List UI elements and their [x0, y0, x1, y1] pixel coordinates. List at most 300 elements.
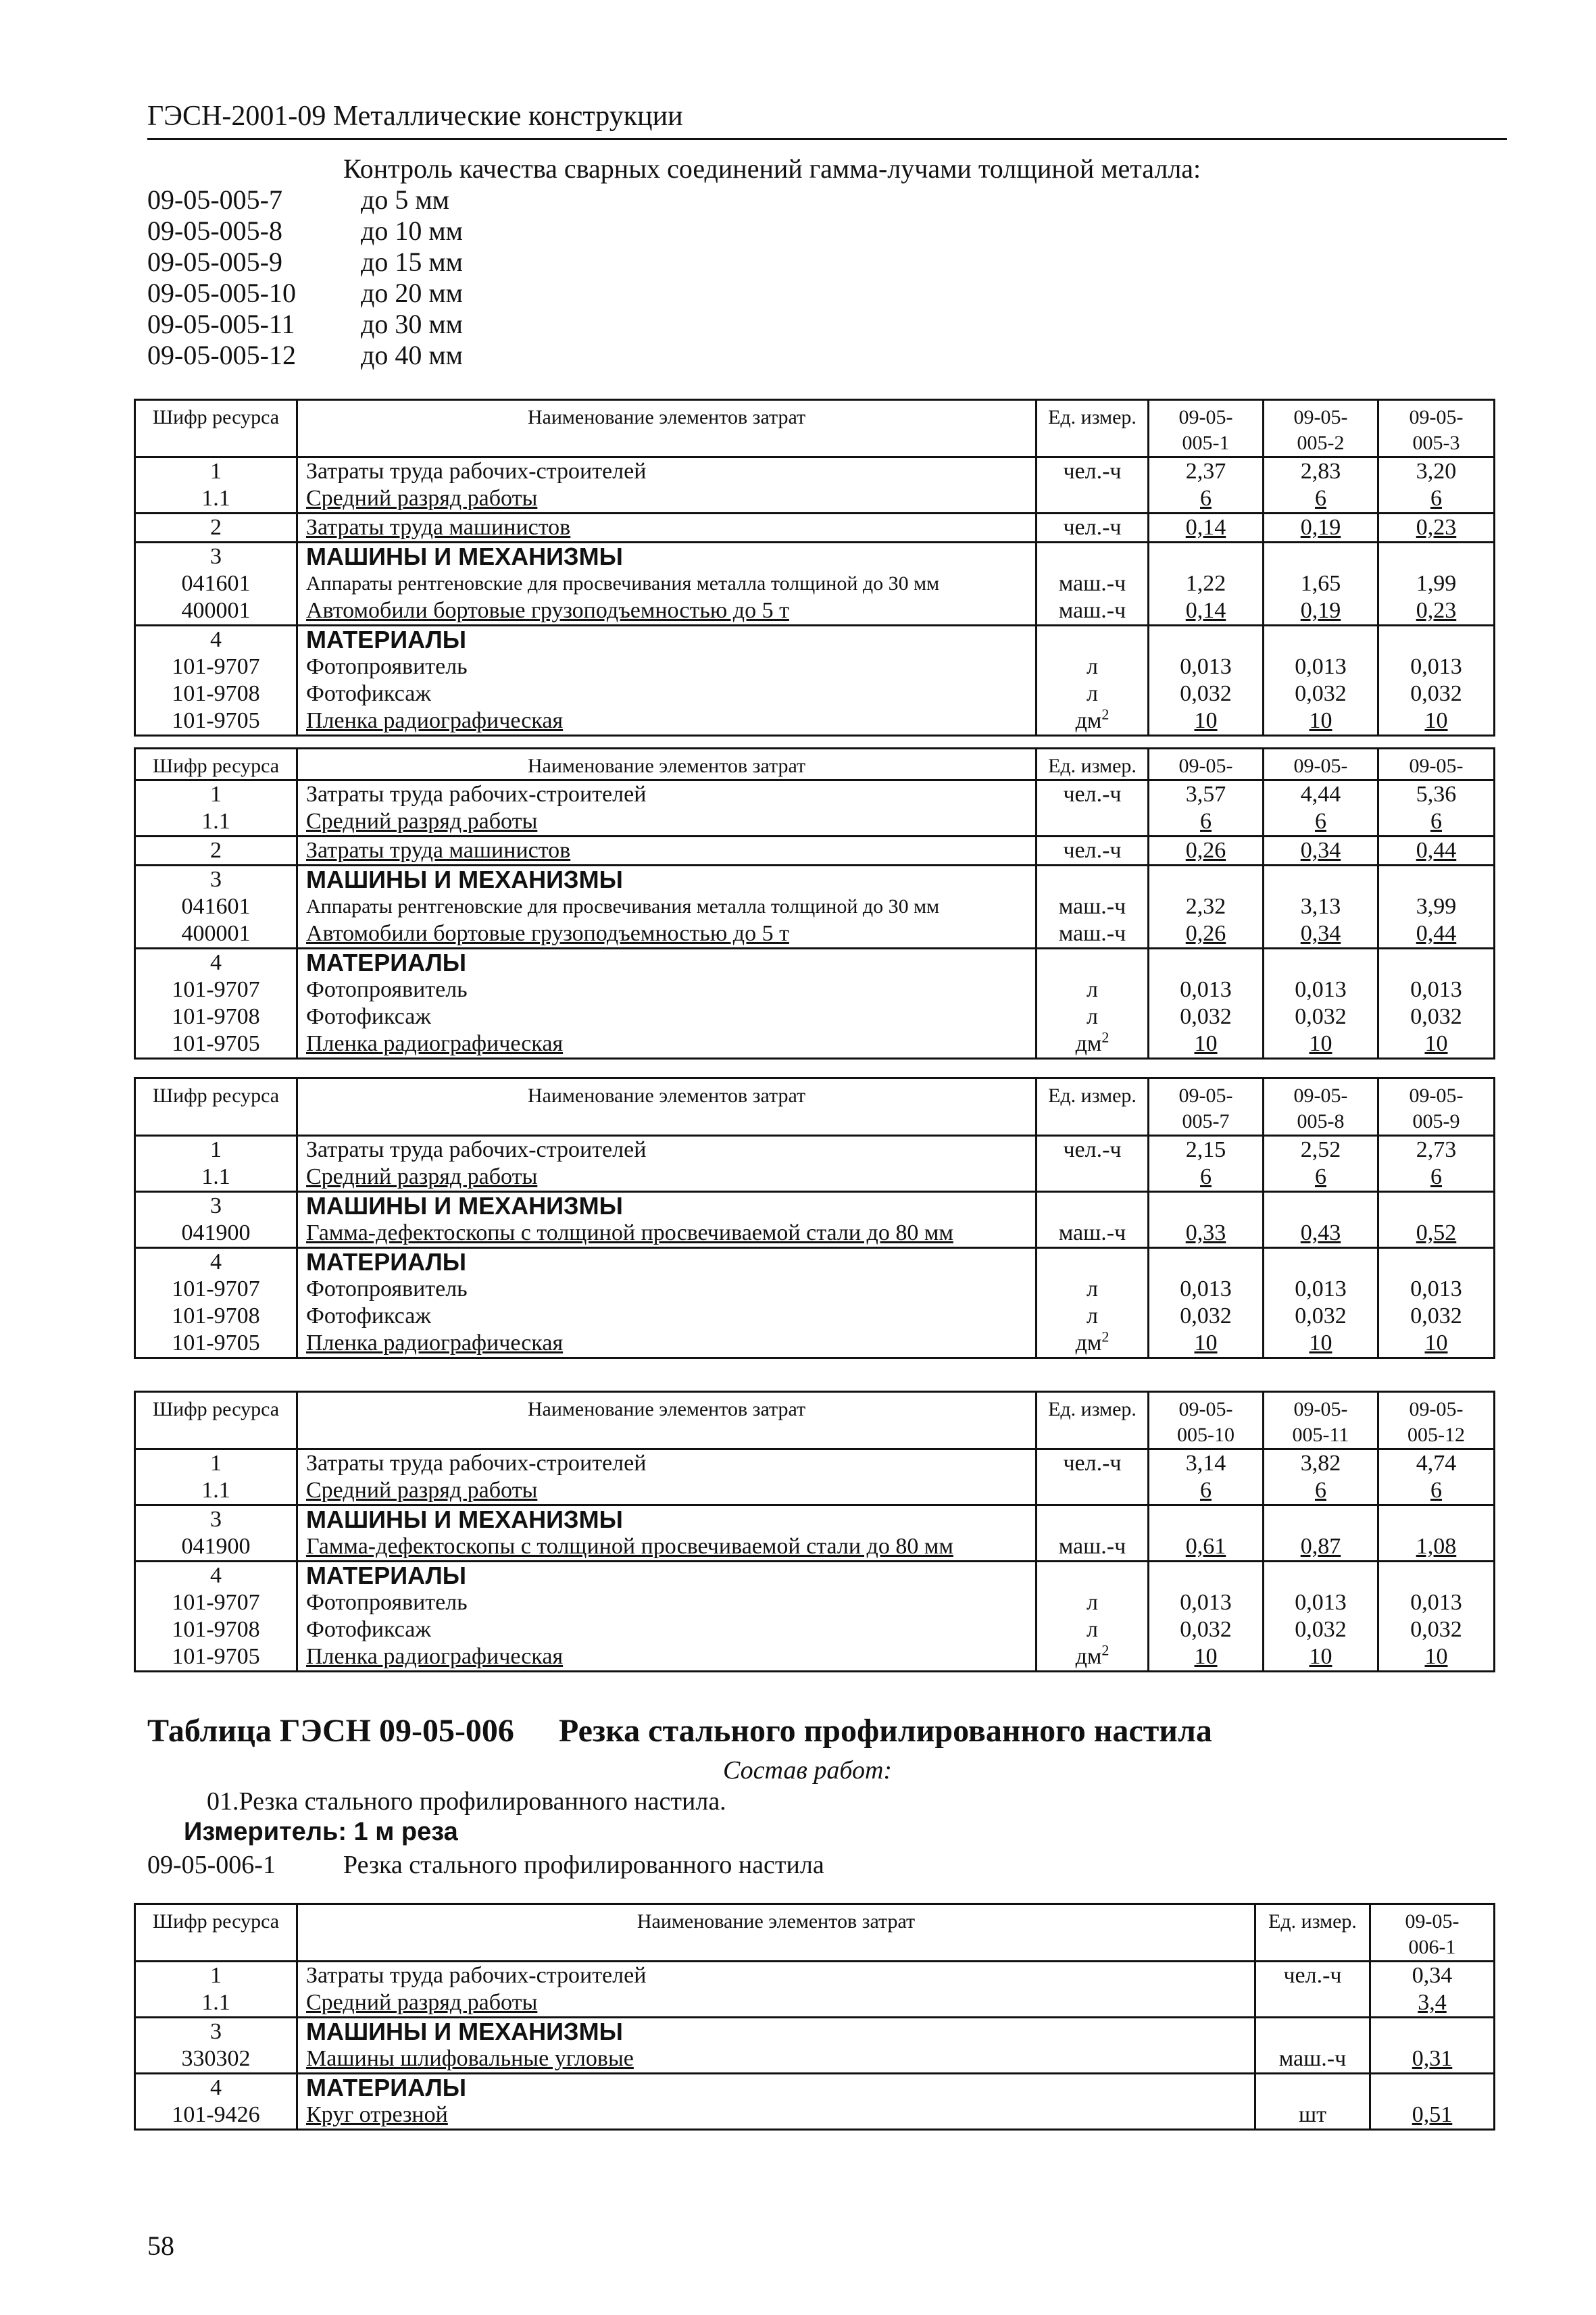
unit-cell: [1037, 653, 1149, 680]
page-header-title: ГЭСН-2001-09 Металлические конструкции: [147, 101, 683, 132]
table6-title: [147, 1712, 1212, 1749]
norm-value: [1149, 626, 1264, 654]
resource-code: 330302: [135, 2045, 297, 2074]
norm-value: 10: [1264, 1330, 1378, 1358]
table-row: [135, 1562, 1495, 1590]
unit-cell: [1037, 949, 1149, 977]
header-norm-code: 09-05- 005-12: [1378, 1392, 1495, 1449]
norm-value: 0,31: [1370, 2045, 1495, 2074]
unit-cell: [1037, 1248, 1149, 1276]
section-title: МАШИНЫ И МЕХАНИЗМЫ: [297, 543, 1037, 571]
norm-value: [1264, 543, 1378, 571]
table-row: [135, 2018, 1495, 2046]
resource-code: 3: [135, 1505, 297, 1534]
norm-value: [1378, 949, 1495, 977]
resource-code: 101-9708: [135, 1303, 297, 1330]
header-code: Шифр ресурса: [135, 400, 297, 457]
header-unit: Ед. измер.: [1037, 1078, 1149, 1136]
header-norm-code: 09-05- 005-2: [1264, 400, 1378, 457]
table-row: [135, 1962, 1495, 1990]
header-name: Наименование элементов затрат: [297, 1078, 1037, 1136]
norm-value: 6: [1378, 1164, 1495, 1192]
norm-value: 3,4: [1370, 1989, 1495, 2018]
norm-value: [1378, 626, 1495, 654]
unit-cell: [1037, 485, 1149, 514]
cost-element-name: Затраты труда машинистов: [297, 837, 1037, 866]
table-row: [135, 893, 1495, 920]
resource-code: 101-9708: [135, 680, 297, 707]
resource-code: 2: [135, 837, 297, 866]
norm-value: 0,23: [1378, 597, 1495, 626]
norm-value: 0,19: [1264, 597, 1378, 626]
norm-value: 6: [1264, 1477, 1378, 1505]
unit-cell: [1037, 680, 1149, 707]
norm-value: 0,26: [1149, 837, 1264, 866]
norm-value: 0,013: [1149, 1589, 1264, 1616]
cost-element-name: Круг отрезной: [297, 2101, 1255, 2130]
norm-value: [1378, 1192, 1495, 1220]
norm-value: 0,19: [1264, 514, 1378, 543]
table-row: [135, 1220, 1495, 1248]
norm-value: 0,032: [1378, 680, 1495, 707]
header-norm-code: 09-05- 005-8: [1264, 1078, 1378, 1136]
table-row: [135, 1616, 1495, 1643]
resource-code: 1: [135, 457, 297, 486]
norm-value: 0,013: [1264, 653, 1378, 680]
norm-value: 10: [1378, 707, 1495, 736]
resource-code: 3: [135, 1192, 297, 1220]
header-norm-code: 09-05- 005-11: [1264, 1392, 1378, 1449]
norm-value: 2,15: [1149, 1136, 1264, 1164]
norm-value: [1370, 2074, 1495, 2102]
unit-cell: [1037, 1220, 1149, 1248]
cost-element-name: Средний разряд работы: [297, 1164, 1037, 1192]
resource-code: 4: [135, 1248, 297, 1276]
unit-text: л: [1087, 1617, 1098, 1642]
section-title: МАТЕРИАЛЫ: [297, 949, 1037, 977]
unit-text: дм: [1075, 708, 1102, 733]
norm-value: 0,34: [1264, 920, 1378, 949]
table-row: [135, 485, 1495, 514]
resource-code: 041900: [135, 1533, 297, 1562]
table-row: [135, 514, 1495, 543]
norm-value: 3,82: [1264, 1449, 1378, 1478]
header-name: Наименование элементов затрат: [297, 1392, 1037, 1449]
cost-element-name: Средний разряд работы: [297, 485, 1037, 514]
norm-value: 0,34: [1370, 1962, 1495, 1990]
resource-code: 3: [135, 2018, 297, 2046]
norm-value: [1264, 1248, 1378, 1276]
norm-value: 0,44: [1378, 837, 1495, 866]
section-title: МАТЕРИАЛЫ: [297, 1562, 1037, 1590]
table6-item-desc: Резка стального профилированного настила: [343, 1851, 824, 1879]
norm-value: 2,73: [1378, 1136, 1495, 1164]
unit-cell: [1037, 780, 1149, 809]
unit-cell: [1037, 1303, 1149, 1330]
table-row: [135, 570, 1495, 597]
resource-code: 101-9708: [135, 1616, 297, 1643]
cost-element-name: Автомобили бортовые грузоподъемностью до 5 т: [297, 597, 1037, 626]
unit-text: дм: [1075, 1644, 1102, 1669]
unit-cell: [1037, 1616, 1149, 1643]
norm-value: 10: [1149, 1030, 1264, 1059]
norm-value: [1264, 1562, 1378, 1590]
unit-cell: [1037, 920, 1149, 949]
unit-text: л: [1087, 1590, 1098, 1615]
cost-element-name: Автомобили бортовые грузоподъемностью до 5 т: [297, 920, 1037, 949]
resource-code: 2: [135, 514, 297, 543]
section-title: МАТЕРИАЛЫ: [297, 626, 1037, 654]
table-row: [135, 2045, 1495, 2074]
intro-code-item: [147, 308, 463, 340]
unit-cell: [1037, 707, 1149, 736]
table-header-row: [135, 749, 1495, 780]
resource-code: 3: [135, 543, 297, 571]
table-row: [135, 1505, 1495, 1534]
cost-element-name: Пленка радиографическая: [297, 1643, 1037, 1672]
unit-cell: [1037, 866, 1149, 894]
norm-value: 0,013: [1378, 976, 1495, 1003]
table-header-row: [135, 1904, 1495, 1962]
table-row: [135, 1030, 1495, 1059]
table-row: [135, 949, 1495, 977]
unit-text: л: [1087, 1004, 1098, 1029]
norm-value: 0,013: [1149, 976, 1264, 1003]
table-row: [135, 597, 1495, 626]
header-norm-code: 09-05-: [1264, 749, 1378, 780]
resource-table: [134, 399, 1495, 737]
norm-value: 3,57: [1149, 780, 1264, 809]
table6-item: [147, 1850, 824, 1880]
resource-code: 101-9708: [135, 1003, 297, 1030]
cost-element-name: Пленка радиографическая: [297, 1330, 1037, 1358]
cost-element-name: Затраты труда рабочих-строителей: [297, 1449, 1037, 1478]
table-row: [135, 1164, 1495, 1192]
unit-cell: [1037, 976, 1149, 1003]
unit-cell: [1255, 1989, 1370, 2018]
page-number: 58: [147, 2231, 174, 2261]
intro-title: Контроль качества сварных соединений гамма-лучами толщиной металла:: [343, 153, 1201, 184]
unit-text: шт: [1298, 2102, 1327, 2127]
unit-cell: [1037, 1449, 1149, 1478]
norm-value: 0,23: [1378, 514, 1495, 543]
resource-code: 101-9705: [135, 1643, 297, 1672]
header-norm-code: 09-05- 005-9: [1378, 1078, 1495, 1136]
resource-code: 1.1: [135, 1164, 297, 1192]
norm-value: 0,013: [1264, 976, 1378, 1003]
table-row: [135, 976, 1495, 1003]
unit-cell: [1037, 893, 1149, 920]
cost-element-name: Затраты труда рабочих-строителей: [297, 780, 1037, 809]
header-divider: [147, 138, 1507, 140]
norm-value: [1264, 1192, 1378, 1220]
resource-code: 4: [135, 1562, 297, 1590]
unit-text: маш.-ч: [1058, 571, 1126, 596]
section-title: МАТЕРИАЛЫ: [297, 2074, 1255, 2102]
section-title: МАТЕРИАЛЫ: [297, 1248, 1037, 1276]
resource-table: [134, 1077, 1495, 1359]
unit-cell: [1037, 837, 1149, 866]
header-code: Шифр ресурса: [135, 749, 297, 780]
norm-value: [1149, 949, 1264, 977]
table-row: [135, 1136, 1495, 1164]
unit-cell: [1037, 514, 1149, 543]
norm-value: [1378, 543, 1495, 571]
unit-cell: [1037, 570, 1149, 597]
intro-code-desc: до 15 мм: [361, 247, 463, 277]
table-row: [135, 1248, 1495, 1276]
norm-value: 6: [1378, 485, 1495, 514]
intro-code-item: [147, 184, 449, 216]
norm-value: 0,52: [1378, 1220, 1495, 1248]
norm-value: 1,22: [1149, 570, 1264, 597]
resource-code: 1: [135, 780, 297, 809]
header-name: Наименование элементов затрат: [297, 1904, 1255, 1962]
resource-code: 101-9707: [135, 653, 297, 680]
header-norm-code: 09-05- 005-10: [1149, 1392, 1264, 1449]
norm-value: [1378, 1562, 1495, 1590]
table-row: [135, 1643, 1495, 1672]
unit-text: чел.-ч: [1063, 1137, 1122, 1162]
norm-value: 0,87: [1264, 1533, 1378, 1562]
norm-value: 10: [1149, 707, 1264, 736]
unit-cell: [1037, 1164, 1149, 1192]
norm-value: 0,013: [1264, 1276, 1378, 1303]
unit-exponent: 2: [1101, 1328, 1109, 1345]
unit-cell: [1037, 1533, 1149, 1562]
unit-text: л: [1087, 654, 1098, 679]
table6-name: Резка стального профилированного настила: [558, 1713, 1212, 1749]
norm-value: 0,013: [1149, 1276, 1264, 1303]
norm-value: 0,013: [1378, 1276, 1495, 1303]
resource-code: 4: [135, 626, 297, 654]
norm-value: 0,032: [1149, 1616, 1264, 1643]
norm-value: 0,51: [1370, 2101, 1495, 2130]
intro-code-desc: до 10 мм: [361, 216, 463, 246]
cost-element-name: Гамма-дефектоскопы с толщиной просвечиваемой стали до 80 мм: [297, 1220, 1037, 1248]
norm-value: 10: [1149, 1643, 1264, 1672]
cost-element-name: Машины шлифовальные угловые: [297, 2045, 1255, 2074]
resource-code: 101-9705: [135, 1330, 297, 1358]
resource-code: 400001: [135, 920, 297, 949]
norm-value: 10: [1378, 1030, 1495, 1059]
norm-value: 10: [1264, 707, 1378, 736]
unit-cell: [1037, 1643, 1149, 1672]
unit-cell: [1255, 2101, 1370, 2130]
header-norm-code: 09-05- 005-1: [1149, 400, 1264, 457]
unit-text: чел.-ч: [1063, 838, 1122, 863]
norm-value: [1378, 866, 1495, 894]
norm-value: 0,34: [1264, 837, 1378, 866]
resource-table: [134, 1903, 1495, 2131]
resource-code: 1: [135, 1136, 297, 1164]
intro-code-item: [147, 215, 463, 247]
unit-cell: [1037, 457, 1149, 486]
norm-value: 6: [1264, 808, 1378, 837]
norm-value: 6: [1378, 1477, 1495, 1505]
intro-code: 09-05-005-12: [147, 340, 296, 370]
norm-value: 6: [1264, 1164, 1378, 1192]
section-title: МАШИНЫ И МЕХАНИЗМЫ: [297, 1505, 1037, 1534]
norm-value: 10: [1378, 1330, 1495, 1358]
norm-value: 0,032: [1149, 1303, 1264, 1330]
unit-text: маш.-ч: [1058, 921, 1126, 946]
norm-value: 6: [1149, 808, 1264, 837]
header-unit: Ед. измер.: [1255, 1904, 1370, 1962]
intro-code-item: [147, 339, 463, 371]
resource-code: 101-9707: [135, 1276, 297, 1303]
table-row: [135, 626, 1495, 654]
cost-element-name: Фотофиксаж: [297, 1003, 1037, 1030]
norm-value: 0,032: [1264, 1003, 1378, 1030]
intro-code-item: [147, 277, 463, 309]
norm-value: 2,37: [1149, 457, 1264, 486]
header-name: Наименование элементов затрат: [297, 400, 1037, 457]
norm-value: 6: [1149, 1164, 1264, 1192]
norm-value: [1149, 1562, 1264, 1590]
unit-cell: [1255, 2074, 1370, 2102]
header-code: Шифр ресурса: [135, 1392, 297, 1449]
unit-cell: [1255, 2045, 1370, 2074]
unit-cell: [1255, 1962, 1370, 1990]
unit-text: л: [1087, 681, 1098, 706]
table-row: [135, 808, 1495, 837]
unit-text: маш.-ч: [1278, 2046, 1347, 2071]
norm-value: 0,33: [1149, 1220, 1264, 1248]
unit-cell: [1037, 1136, 1149, 1164]
intro-code: 09-05-005-7: [147, 184, 282, 215]
cost-element-name: Пленка радиографическая: [297, 707, 1037, 736]
unit-cell: [1037, 1192, 1149, 1220]
cost-element-name: Затраты труда рабочих-строителей: [297, 457, 1037, 486]
table-row: [135, 1303, 1495, 1330]
resource-code: 1.1: [135, 1989, 297, 2018]
unit-cell: [1037, 1030, 1149, 1059]
unit-cell: [1037, 1505, 1149, 1534]
cost-element-name: Аппараты рентгеновские для просвечивания металла толщиной до 30 мм: [297, 570, 1037, 597]
resource-table: [134, 1391, 1495, 1672]
header-name: Наименование элементов затрат: [297, 749, 1037, 780]
norm-value: 10: [1378, 1643, 1495, 1672]
header-norm-code: 09-05-: [1378, 749, 1495, 780]
resource-code: 101-9707: [135, 1589, 297, 1616]
table6-meter: Измеритель: 1 м реза: [184, 1818, 458, 1846]
norm-value: 5,36: [1378, 780, 1495, 809]
unit-text: маш.-ч: [1058, 1220, 1126, 1245]
cost-element-name: Фотопроявитель: [297, 653, 1037, 680]
intro-code: 09-05-005-8: [147, 216, 282, 246]
norm-value: 0,61: [1149, 1533, 1264, 1562]
norm-value: 0,14: [1149, 514, 1264, 543]
table-row: [135, 1003, 1495, 1030]
table6-composition-heading: Состав работ:: [723, 1756, 893, 1785]
resource-code: 041601: [135, 893, 297, 920]
unit-cell: [1037, 626, 1149, 654]
norm-value: [1378, 1248, 1495, 1276]
table6-item-code: 09-05-006-1: [147, 1851, 276, 1879]
cost-element-name: Средний разряд работы: [297, 1989, 1255, 2018]
intro-code-desc: до 40 мм: [361, 340, 463, 370]
table-header-row: [135, 1392, 1495, 1449]
norm-value: 6: [1378, 808, 1495, 837]
intro-code: 09-05-005-10: [147, 278, 296, 308]
cost-element-name: Фотофиксаж: [297, 680, 1037, 707]
table-header-row: [135, 400, 1495, 457]
norm-value: 1,99: [1378, 570, 1495, 597]
norm-value: 0,43: [1264, 1220, 1378, 1248]
unit-text: л: [1087, 1276, 1098, 1301]
resource-code: 4: [135, 2074, 297, 2102]
intro-code: 09-05-005-9: [147, 247, 282, 277]
norm-value: 10: [1264, 1030, 1378, 1059]
cost-element-name: Фотофиксаж: [297, 1616, 1037, 1643]
resource-code: 101-9707: [135, 976, 297, 1003]
resource-code: 400001: [135, 597, 297, 626]
table6-work-step: 01.Резка стального профилированного настила.: [207, 1787, 726, 1816]
norm-value: 2,52: [1264, 1136, 1378, 1164]
unit-text: маш.-ч: [1058, 894, 1126, 919]
norm-value: [1378, 1505, 1495, 1534]
header-unit: Ед. измер.: [1037, 749, 1149, 780]
cost-element-name: Средний разряд работы: [297, 808, 1037, 837]
unit-cell: [1037, 543, 1149, 571]
norm-value: 0,032: [1378, 1003, 1495, 1030]
table-row: [135, 1449, 1495, 1478]
unit-text: чел.-ч: [1063, 1451, 1122, 1476]
norm-value: [1264, 949, 1378, 977]
norm-value: 0,032: [1149, 680, 1264, 707]
unit-text: чел.-ч: [1283, 1963, 1342, 1988]
intro-code: 09-05-005-11: [147, 309, 295, 339]
unit-exponent: 2: [1101, 1028, 1109, 1046]
header-code: Шифр ресурса: [135, 1078, 297, 1136]
unit-cell: [1037, 1003, 1149, 1030]
section-title: МАШИНЫ И МЕХАНИЗМЫ: [297, 866, 1037, 894]
norm-value: 3,99: [1378, 893, 1495, 920]
section-title: МАШИНЫ И МЕХАНИЗМЫ: [297, 2018, 1255, 2046]
norm-value: 0,032: [1264, 1303, 1378, 1330]
unit-text: л: [1087, 977, 1098, 1002]
norm-value: 2,32: [1149, 893, 1264, 920]
intro-code-desc: до 30 мм: [361, 309, 463, 339]
norm-value: 6: [1264, 485, 1378, 514]
unit-cell: [1255, 2018, 1370, 2046]
resource-code: 101-9705: [135, 1030, 297, 1059]
resource-code: 1.1: [135, 485, 297, 514]
intro-code-desc: до 20 мм: [361, 278, 463, 308]
header-norm-code: 09-05-: [1149, 749, 1264, 780]
unit-cell: [1037, 1562, 1149, 1590]
cost-element-name: Фотофиксаж: [297, 1303, 1037, 1330]
cost-element-name: Фотопроявитель: [297, 976, 1037, 1003]
table-row: [135, 866, 1495, 894]
resource-table: [134, 747, 1495, 1060]
norm-value: 4,74: [1378, 1449, 1495, 1478]
table-row: [135, 543, 1495, 571]
table-row: [135, 653, 1495, 680]
norm-value: [1149, 866, 1264, 894]
unit-cell: [1037, 1330, 1149, 1358]
table-row: [135, 1192, 1495, 1220]
table-row: [135, 457, 1495, 486]
norm-value: 0,013: [1378, 1589, 1495, 1616]
unit-text: маш.-ч: [1058, 598, 1126, 623]
norm-value: 6: [1149, 485, 1264, 514]
header-code: Шифр ресурса: [135, 1904, 297, 1962]
intro-code-desc: до 5 мм: [361, 184, 449, 215]
table-row: [135, 780, 1495, 809]
unit-exponent: 2: [1101, 705, 1109, 723]
